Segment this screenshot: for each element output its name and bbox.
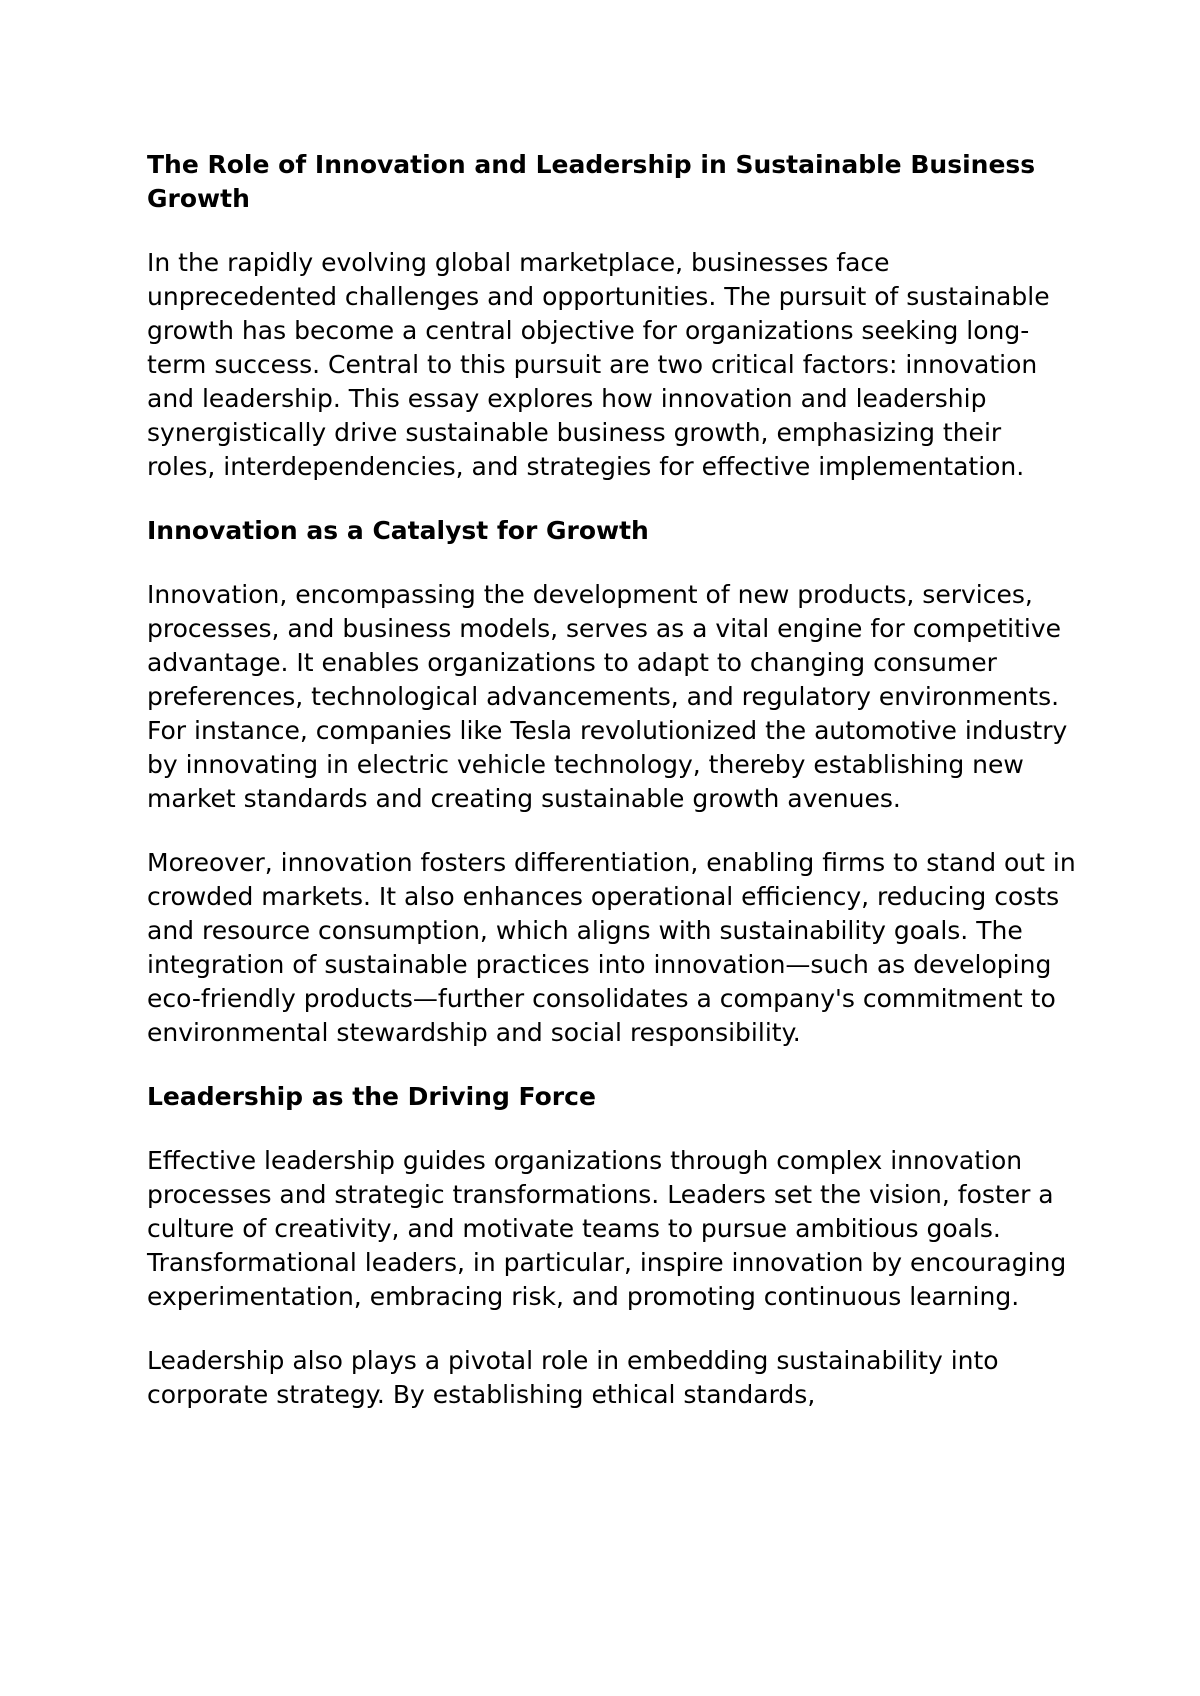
- section-paragraph: Innovation, encompassing the development of new products, services, processes, and business models, serves as a vital engine for competitive advantage. It enables organizations to adapt to changing consumer preferences, technological advancements, and regulatory environments. For instance, companies like Tesla revolutionized the automotive industry by innovating in electric vehicle technology, thereby establishing new market standards and creating sustainable growth avenues.: [147, 580, 1068, 813]
- section-heading-innovation: Innovation as a Catalyst for Growth: [147, 516, 649, 545]
- section-paragraph: Effective leadership guides organizations through complex innovation processes and strategic transformations. Leaders set the vision, foster a culture of creativity, and motivate teams to pursue ambitious goals. Transformational leaders, in particular, inspire innovation by encouraging experimentation, embracing risk, and promoting continuous learning.: [147, 1146, 1067, 1311]
- section-paragraph: Moreover, innovation fosters differentiation, enabling firms to stand out in crowded markets. It also enhances operational efficiency, reducing costs and resource consumption, which aligns with sustainability goals. The integration of sustainable practices into innovation—such as developing eco-friendly products—further consolidates a company's commitment to environmental stewardship and social responsibility.: [147, 848, 1076, 1047]
- section-paragraph: Leadership also plays a pivotal role in embedding sustainability into corporate strategy. By establishing ethical standards,: [147, 1346, 999, 1409]
- document-title: The Role of Innovation and Leadership in Sustainable Business Growth: [147, 150, 1036, 213]
- section-heading-leadership: Leadership as the Driving Force: [147, 1082, 596, 1111]
- intro-paragraph: In the rapidly evolving global marketplace, businesses face unprecedented challenges and opportunities. The pursuit of sustainable growth has become a central objective for organizations seeking long-term success. Central to this pursuit are two critical factors: innovation and leadership. This essay explores how innovation and leadership synergistically drive sustainable business growth, emphasizing their roles, interdependencies, and strategies for effective implementation.: [147, 248, 1050, 481]
- document-body: [147, 148, 1077, 1412]
